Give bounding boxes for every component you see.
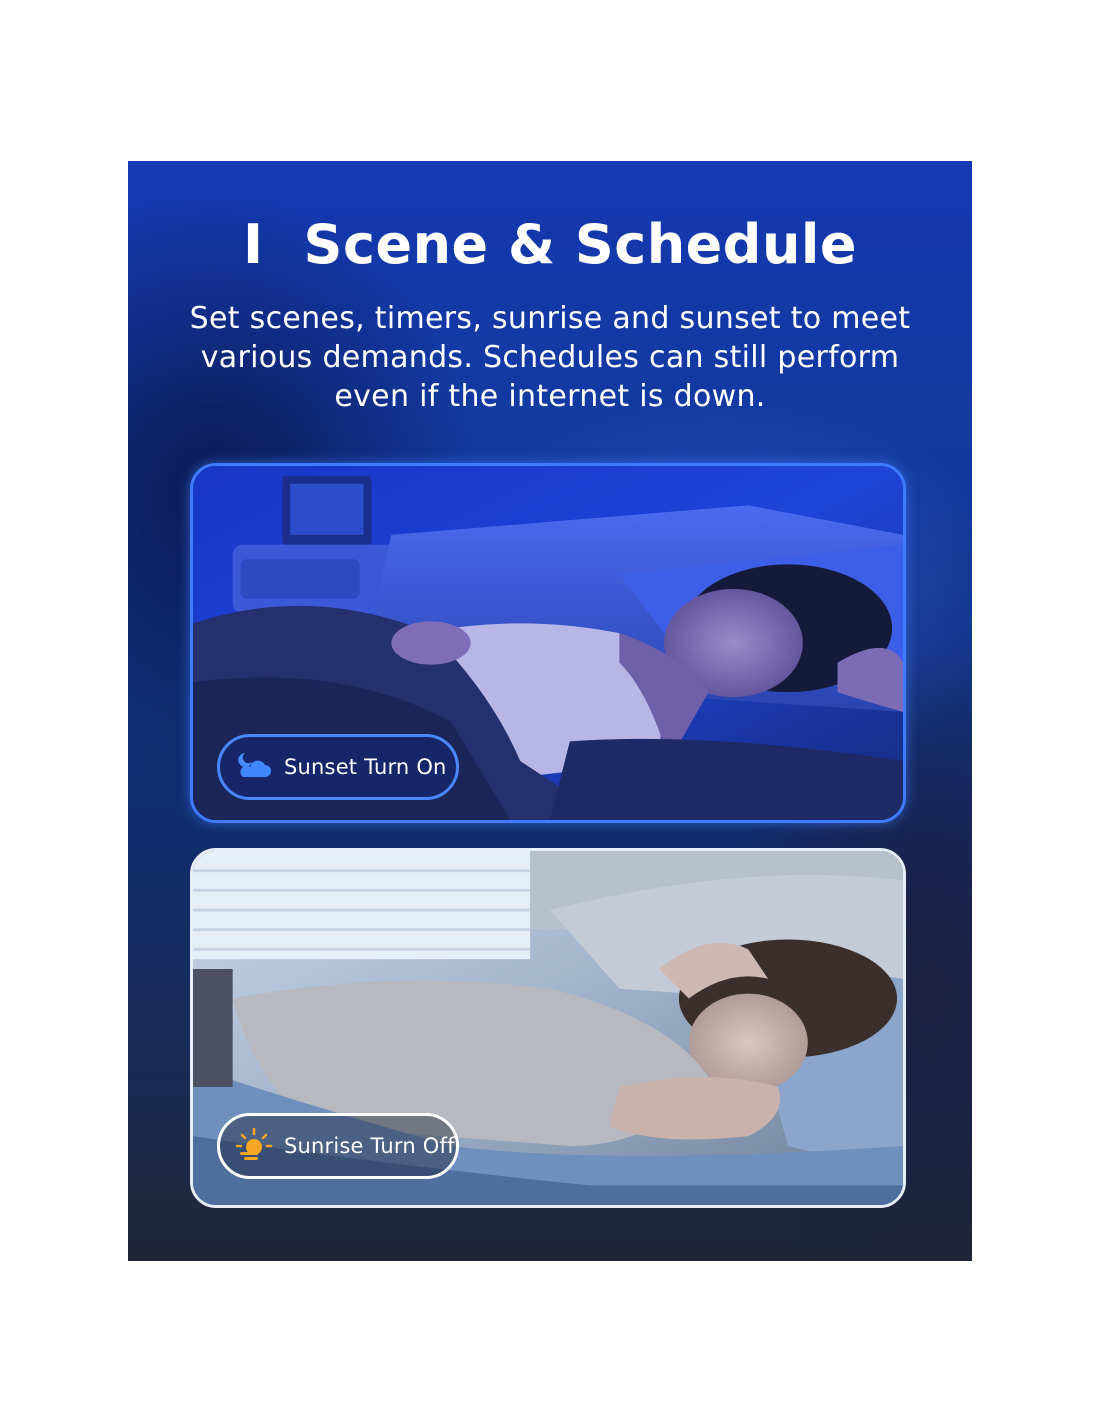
sunrise-label: Sunrise Turn Off <box>284 1134 455 1158</box>
description-text: Set scenes, timers, sunrise and sunset to meet various demands. Schedules can still perform even if the internet is down. <box>189 301 911 414</box>
sunrise-scene-card <box>190 848 906 1208</box>
cloud-moon-icon <box>234 747 274 787</box>
sunset-scene-card <box>190 463 906 823</box>
heading-bar: I <box>242 213 264 276</box>
heading-text: Scene & Schedule <box>303 213 858 276</box>
scene-schedule-poster <box>128 161 972 1261</box>
sunset-turn-on-badge <box>217 734 459 800</box>
page-title <box>128 213 972 276</box>
sunrise-turn-off-badge <box>217 1113 459 1179</box>
sunrise-icon <box>234 1126 274 1166</box>
sunset-label: Sunset Turn On <box>284 755 447 779</box>
